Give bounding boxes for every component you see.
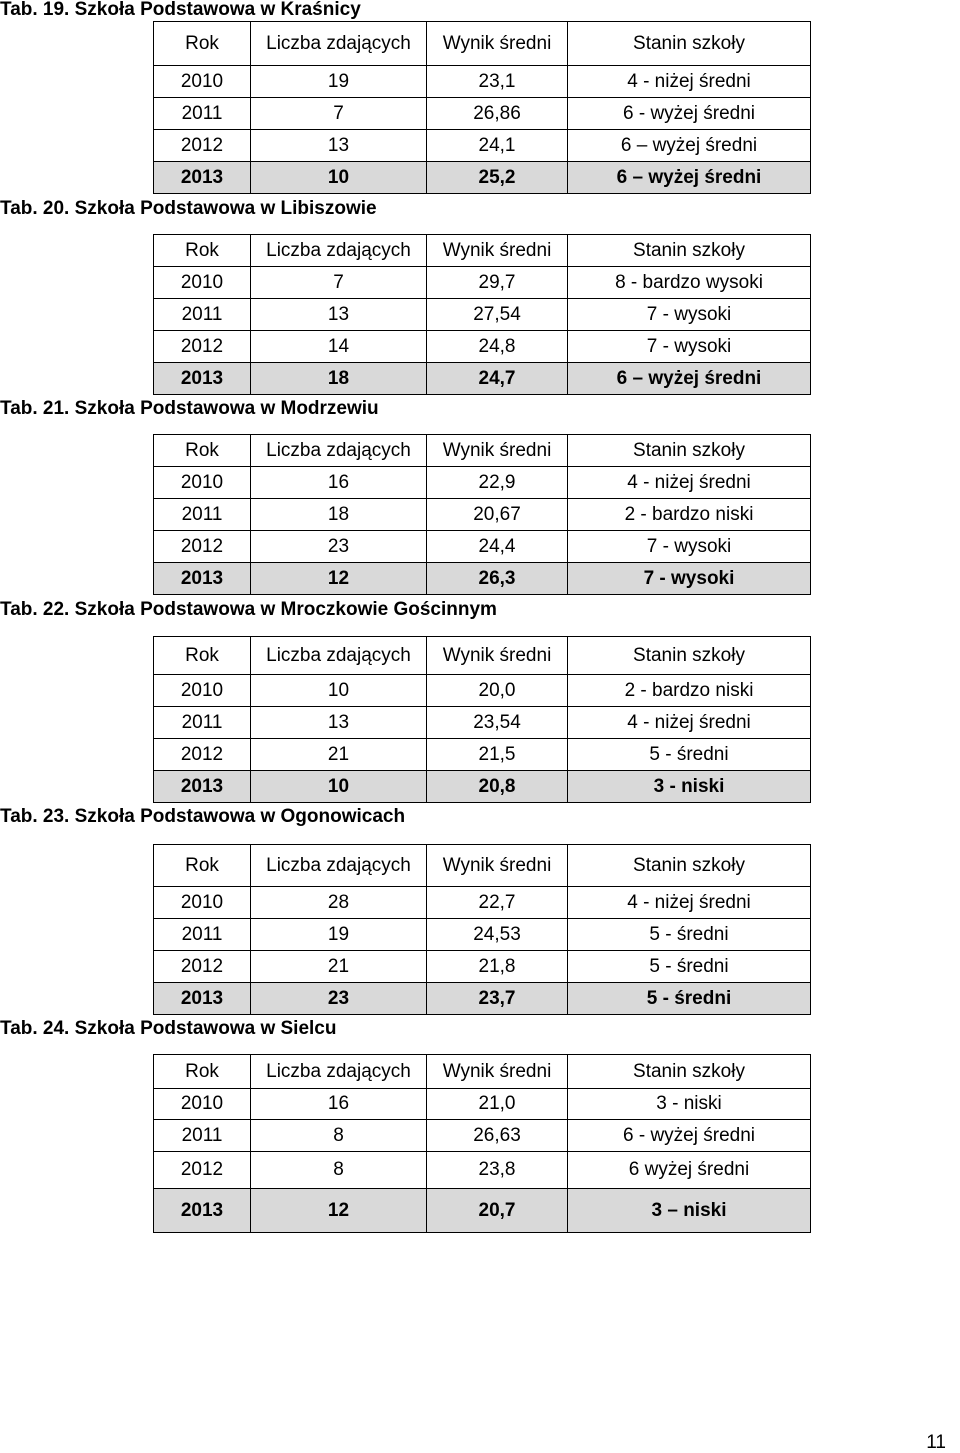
table-cell: 4 - niżej średni xyxy=(568,707,811,739)
table-cell: 3 - niski xyxy=(568,1089,811,1120)
header-cell: Wynik średni xyxy=(427,435,568,467)
header-cell: Stanin szkoły xyxy=(568,235,811,267)
table-row xyxy=(154,1152,811,1189)
header-cell: Rok xyxy=(154,845,251,887)
header-cell: Liczba zdających xyxy=(251,1055,427,1089)
table-row xyxy=(154,66,811,98)
table-cell: 2010 xyxy=(154,467,251,499)
table-row xyxy=(154,331,811,363)
table-caption: Tab. 19. Szkoła Podstawowa w Kraśnicy xyxy=(0,0,361,20)
table-cell: 27,54 xyxy=(427,299,568,331)
table-header-row xyxy=(154,1055,811,1089)
header-cell: Liczba zdających xyxy=(251,637,427,675)
table-cell: 2012 xyxy=(154,130,251,162)
table-cell: 24,8 xyxy=(427,331,568,363)
results-table xyxy=(153,1054,811,1233)
table-row xyxy=(154,267,811,299)
table-cell: 2013 xyxy=(154,162,251,194)
table-cell: 2 - bardzo niski xyxy=(568,675,811,707)
table-cell: 5 - średni xyxy=(568,983,811,1015)
table-row xyxy=(154,739,811,771)
results-table xyxy=(153,21,811,194)
table-cell: 13 xyxy=(251,130,427,162)
table-row xyxy=(154,467,811,499)
table-row-highlighted xyxy=(154,563,811,595)
results-table xyxy=(153,636,811,803)
table-cell: 2010 xyxy=(154,675,251,707)
table-cell: 13 xyxy=(251,707,427,739)
table-row xyxy=(154,707,811,739)
table-cell: 2011 xyxy=(154,707,251,739)
table-cell: 4 - niżej średni xyxy=(568,66,811,98)
header-cell: Wynik średni xyxy=(427,637,568,675)
table-cell: 16 xyxy=(251,1089,427,1120)
table-row-highlighted xyxy=(154,1189,811,1233)
header-cell: Liczba zdających xyxy=(251,435,427,467)
table-cell: 3 - niski xyxy=(568,771,811,803)
page-number: 11 xyxy=(926,1432,946,1453)
table-row xyxy=(154,299,811,331)
table-cell: 20,8 xyxy=(427,771,568,803)
table-cell: 10 xyxy=(251,771,427,803)
table-row-highlighted xyxy=(154,983,811,1015)
table-cell: 21 xyxy=(251,951,427,983)
table-cell: 8 xyxy=(251,1152,427,1189)
table-cell: 2010 xyxy=(154,887,251,919)
header-cell: Rok xyxy=(154,637,251,675)
table-cell: 2012 xyxy=(154,531,251,563)
header-cell: Rok xyxy=(154,22,251,66)
table-header-row xyxy=(154,637,811,675)
header-cell: Rok xyxy=(154,1055,251,1089)
table-cell: 7 xyxy=(251,98,427,130)
table-cell: 2010 xyxy=(154,66,251,98)
table-cell: 2011 xyxy=(154,499,251,531)
table-row xyxy=(154,887,811,919)
header-cell: Wynik średni xyxy=(427,22,568,66)
table-cell: 23,8 xyxy=(427,1152,568,1189)
table-cell: 21,8 xyxy=(427,951,568,983)
table-cell: 7 - wysoki xyxy=(568,299,811,331)
table-row xyxy=(154,130,811,162)
table-cell: 29,7 xyxy=(427,267,568,299)
table-cell: 5 - średni xyxy=(568,919,811,951)
table-cell: 21,5 xyxy=(427,739,568,771)
table-caption: Tab. 20. Szkoła Podstawowa w Libiszowie xyxy=(0,198,377,219)
table-row xyxy=(154,1089,811,1120)
table-cell: 16 xyxy=(251,467,427,499)
table-cell: 23 xyxy=(251,531,427,563)
table-cell: 26,86 xyxy=(427,98,568,130)
table-cell: 6 wyżej średni xyxy=(568,1152,811,1189)
header-cell: Stanin szkoły xyxy=(568,1055,811,1089)
table-cell: 22,9 xyxy=(427,467,568,499)
table-cell: 23,7 xyxy=(427,983,568,1015)
table-cell: 4 - niżej średni xyxy=(568,467,811,499)
table-cell: 2012 xyxy=(154,331,251,363)
table-cell: 3 – niski xyxy=(568,1189,811,1233)
header-cell: Rok xyxy=(154,435,251,467)
table-caption: Tab. 21. Szkoła Podstawowa w Modrzewiu xyxy=(0,398,379,419)
table-cell: 2013 xyxy=(154,563,251,595)
table-cell: 6 – wyżej średni xyxy=(568,363,811,395)
table-cell: 2012 xyxy=(154,951,251,983)
table-cell: 22,7 xyxy=(427,887,568,919)
table-cell: 2013 xyxy=(154,1189,251,1233)
table-cell: 18 xyxy=(251,499,427,531)
table-header-row xyxy=(154,22,811,66)
table-cell: 8 - bardzo wysoki xyxy=(568,267,811,299)
table-cell: 2011 xyxy=(154,1120,251,1152)
table-cell: 2010 xyxy=(154,267,251,299)
table-cell: 6 – wyżej średni xyxy=(568,162,811,194)
table-cell: 7 xyxy=(251,267,427,299)
table-cell: 2011 xyxy=(154,919,251,951)
results-table xyxy=(153,844,811,1015)
header-cell: Wynik średni xyxy=(427,1055,568,1089)
table-cell: 24,7 xyxy=(427,363,568,395)
table-caption: Tab. 24. Szkoła Podstawowa w Sielcu xyxy=(0,1018,337,1039)
table-cell: 6 - wyżej średni xyxy=(568,1120,811,1152)
header-cell: Stanin szkoły xyxy=(568,435,811,467)
table-cell: 28 xyxy=(251,887,427,919)
table-cell: 24,1 xyxy=(427,130,568,162)
table-cell: 7 - wysoki xyxy=(568,331,811,363)
table-cell: 21 xyxy=(251,739,427,771)
table-header-row xyxy=(154,435,811,467)
table-header-row xyxy=(154,845,811,887)
table-cell: 25,2 xyxy=(427,162,568,194)
table-cell: 12 xyxy=(251,1189,427,1233)
header-cell: Liczba zdających xyxy=(251,22,427,66)
table-cell: 7 - wysoki xyxy=(568,531,811,563)
table-caption: Tab. 23. Szkoła Podstawowa w Ogonowicach xyxy=(0,806,406,827)
results-table xyxy=(153,434,811,595)
table-cell: 4 - niżej średni xyxy=(568,887,811,919)
header-cell: Wynik średni xyxy=(427,845,568,887)
header-cell: Stanin szkoły xyxy=(568,637,811,675)
table-row xyxy=(154,919,811,951)
table-cell: 23 xyxy=(251,983,427,1015)
table-cell: 18 xyxy=(251,363,427,395)
table-row xyxy=(154,531,811,563)
table-cell: 2010 xyxy=(154,1089,251,1120)
table-cell: 19 xyxy=(251,66,427,98)
table-cell: 7 - wysoki xyxy=(568,563,811,595)
table-cell: 2 - bardzo niski xyxy=(568,499,811,531)
table-cell: 2012 xyxy=(154,739,251,771)
table-cell: 21,0 xyxy=(427,1089,568,1120)
table-row xyxy=(154,98,811,130)
table-cell: 6 – wyżej średni xyxy=(568,130,811,162)
table-cell: 2013 xyxy=(154,983,251,1015)
header-cell: Stanin szkoły xyxy=(568,22,811,66)
table-cell: 6 - wyżej średni xyxy=(568,98,811,130)
table-cell: 23,54 xyxy=(427,707,568,739)
header-cell: Rok xyxy=(154,235,251,267)
table-row xyxy=(154,1120,811,1152)
table-row xyxy=(154,499,811,531)
table-row-highlighted xyxy=(154,162,811,194)
table-row-highlighted xyxy=(154,363,811,395)
table-cell: 5 - średni xyxy=(568,739,811,771)
table-cell: 10 xyxy=(251,162,427,194)
table-cell: 8 xyxy=(251,1120,427,1152)
header-cell: Liczba zdających xyxy=(251,845,427,887)
table-cell: 20,7 xyxy=(427,1189,568,1233)
table-cell: 2012 xyxy=(154,1152,251,1189)
table-caption: Tab. 22. Szkoła Podstawowa w Mroczkowie Gościnnym xyxy=(0,599,497,620)
table-cell: 23,1 xyxy=(427,66,568,98)
table-cell: 26,3 xyxy=(427,563,568,595)
header-cell: Stanin szkoły xyxy=(568,845,811,887)
table-cell: 19 xyxy=(251,919,427,951)
table-cell: 2011 xyxy=(154,98,251,130)
header-cell: Wynik średni xyxy=(427,235,568,267)
table-row xyxy=(154,951,811,983)
table-row xyxy=(154,675,811,707)
header-cell: Liczba zdających xyxy=(251,235,427,267)
table-cell: 13 xyxy=(251,299,427,331)
table-cell: 5 - średni xyxy=(568,951,811,983)
table-row-highlighted xyxy=(154,771,811,803)
table-cell: 14 xyxy=(251,331,427,363)
table-cell: 10 xyxy=(251,675,427,707)
table-cell: 26,63 xyxy=(427,1120,568,1152)
table-header-row xyxy=(154,235,811,267)
table-cell: 12 xyxy=(251,563,427,595)
results-table xyxy=(153,234,811,395)
table-cell: 24,53 xyxy=(427,919,568,951)
table-cell: 20,67 xyxy=(427,499,568,531)
table-cell: 20,0 xyxy=(427,675,568,707)
table-cell: 2013 xyxy=(154,771,251,803)
table-cell: 2011 xyxy=(154,299,251,331)
table-cell: 2013 xyxy=(154,363,251,395)
table-cell: 24,4 xyxy=(427,531,568,563)
